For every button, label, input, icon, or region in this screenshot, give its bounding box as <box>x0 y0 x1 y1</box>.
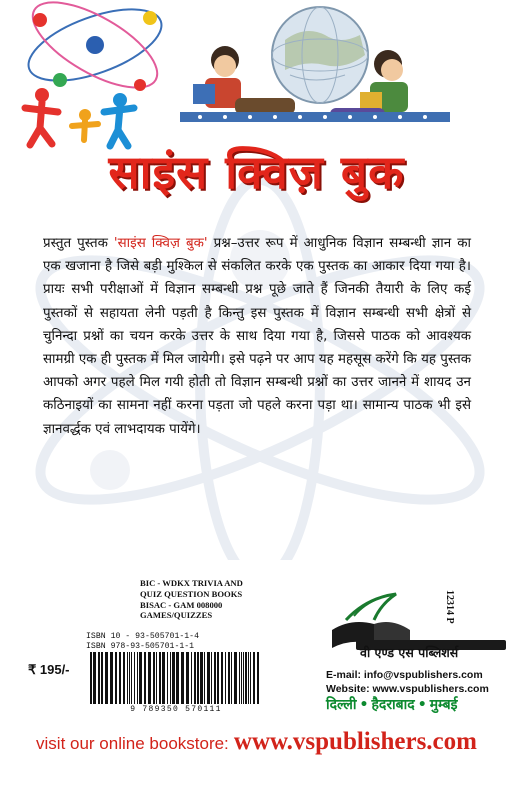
barcode-digits: 9 789350 570111 <box>130 705 222 714</box>
barcode-bar <box>162 652 165 704</box>
barcode-bar <box>105 652 108 704</box>
barcode-bar <box>172 652 175 704</box>
barcode-bar <box>144 652 146 704</box>
barcode-bar <box>228 652 230 704</box>
description-intro: प्रस्तुत पुस्तक <box>43 236 114 251</box>
barcode-bar <box>211 652 212 704</box>
barcode-bar <box>131 652 132 704</box>
barcode-bar <box>115 652 117 704</box>
barcode-bar <box>119 652 121 704</box>
product-code: 12314 P <box>444 590 455 624</box>
description-quoted-title: 'साइंस क्विज़ बुक' <box>113 236 208 251</box>
barcode-bar <box>127 652 128 704</box>
barcode-bar <box>90 652 92 704</box>
bullet-icon: • <box>417 697 427 713</box>
book-description <box>43 232 471 441</box>
barcode-bar <box>241 652 242 704</box>
barcode-bar <box>148 652 151 704</box>
barcode-bar <box>231 652 232 704</box>
barcode-bar <box>134 652 135 704</box>
barcode-bar <box>181 652 184 704</box>
barcode-bar <box>93 652 96 704</box>
barcode-bar <box>137 652 138 704</box>
cover-illustration <box>0 0 513 150</box>
barcode-bar <box>221 652 223 704</box>
barcode-bar <box>245 652 247 704</box>
barcode-bar <box>243 652 244 704</box>
barcode-bar <box>214 652 216 704</box>
barcode-bar <box>200 652 203 704</box>
category-line: GAMES/QUIZZES <box>140 610 213 621</box>
isbn-block <box>86 632 266 652</box>
footer-url[interactable]: www.vspublishers.com <box>233 728 477 755</box>
barcode-bar <box>153 652 155 704</box>
category-codes <box>140 578 290 621</box>
barcode-bar <box>123 652 125 704</box>
barcode-bar <box>98 652 100 704</box>
barcode-bar <box>191 652 192 704</box>
barcode-bar <box>225 652 226 704</box>
barcode-bar <box>207 652 210 704</box>
barcode-bar <box>217 652 219 704</box>
barcode-bar <box>250 652 251 704</box>
barcode-bar <box>204 652 205 704</box>
publisher-contact <box>326 668 489 696</box>
barcode <box>88 652 264 704</box>
globe-icon <box>272 7 368 103</box>
city-delhi: दिल्ली <box>326 697 357 713</box>
barcode-bar <box>194 652 196 704</box>
isbn-13: ISBN 978-93-505701-1-1 <box>86 642 195 651</box>
barcode-bar <box>239 652 240 704</box>
barcode-bar <box>170 652 171 704</box>
barcode-bar <box>176 652 179 704</box>
category-line: QUIZ QUESTION BOOKS <box>140 588 243 599</box>
molecule-figures-icon <box>20 0 171 146</box>
city-hyderabad: हैदराबाद <box>371 697 415 713</box>
barcode-bar <box>167 652 168 704</box>
barcode-bar <box>197 652 199 704</box>
category-line: BIC - WDKX TRIVIA AND <box>140 578 243 588</box>
barcode-bar <box>156 652 157 704</box>
barcode-bar <box>129 652 130 704</box>
barcode-bar <box>253 652 255 704</box>
publisher-cities <box>326 695 457 714</box>
publisher-website: Website: www.vspublishers.com <box>326 683 489 695</box>
open-book-icon <box>332 594 410 648</box>
category-line: BISAC - GAM 008000 <box>140 599 223 610</box>
description-body: प्रश्न–उत्तर रूप में आधुनिक विज्ञान सम्बन्धी ज्ञान का एक खजाना है जिसे बड़ी मुश्किल से संकलित करके एक पुस्तक का आकार दिया गया है। प्रायः सभी परीक्षाओं में विज्ञान सम्बन्धी प्रश्न पूछे जाते हैं जिनकी तैयारी के लिए कई पुस्तकों से सहायता लेनी पड़ती है किन्तु इस पुस्तक में विज्ञान सम्बन्धी सभी क्षेत्रों से चुनिन्दा प्रश्नों का चयन करके उत्तर के साथ दिया गया है, जिससे पाठक को आवश्यक सामग्री एक ही पुस्तक में मिल जायेगी। इसे पढ़ने पर आप यह महसूस करेंगे कि यह पुस्तक आपको अगर पहले मिल गयी होती तो विज्ञान सम्बन्धी प्रश्नों का उत्तर जानने में शायद उन कठिनाइयों का सामना नहीं करना पड़ता जो पहले करना पड़ा था। सामान्य पाठक भी इसे ज्ञानवर्द्धक एवं लाभदायक पायेंगे। <box>43 236 471 437</box>
footer-bookstore <box>0 728 513 756</box>
publisher-email: E-mail: info@vspublishers.com <box>326 669 483 681</box>
barcode-bar <box>159 652 161 704</box>
price: ₹ 195/- <box>28 662 70 677</box>
footer-lead: visit our online bookstore: <box>36 734 229 753</box>
barcode-bar <box>101 652 103 704</box>
barcode-bar <box>257 652 259 704</box>
city-mumbai: मुम्बई <box>429 697 458 713</box>
isbn-10: ISBN 10 - 93-505701-1-4 <box>86 632 200 641</box>
publisher-name: वी एण्ड एस पब्लिशर्स <box>360 645 459 660</box>
barcode-bar <box>110 652 113 704</box>
barcode-bar <box>186 652 189 704</box>
barcode-bar <box>248 652 249 704</box>
book-title: साइंस क्विज़ बुक <box>108 145 405 199</box>
publisher-logo <box>326 590 506 650</box>
bullet-icon: • <box>359 697 369 713</box>
barcode-bar <box>234 652 237 704</box>
barcode-bar <box>139 652 142 704</box>
